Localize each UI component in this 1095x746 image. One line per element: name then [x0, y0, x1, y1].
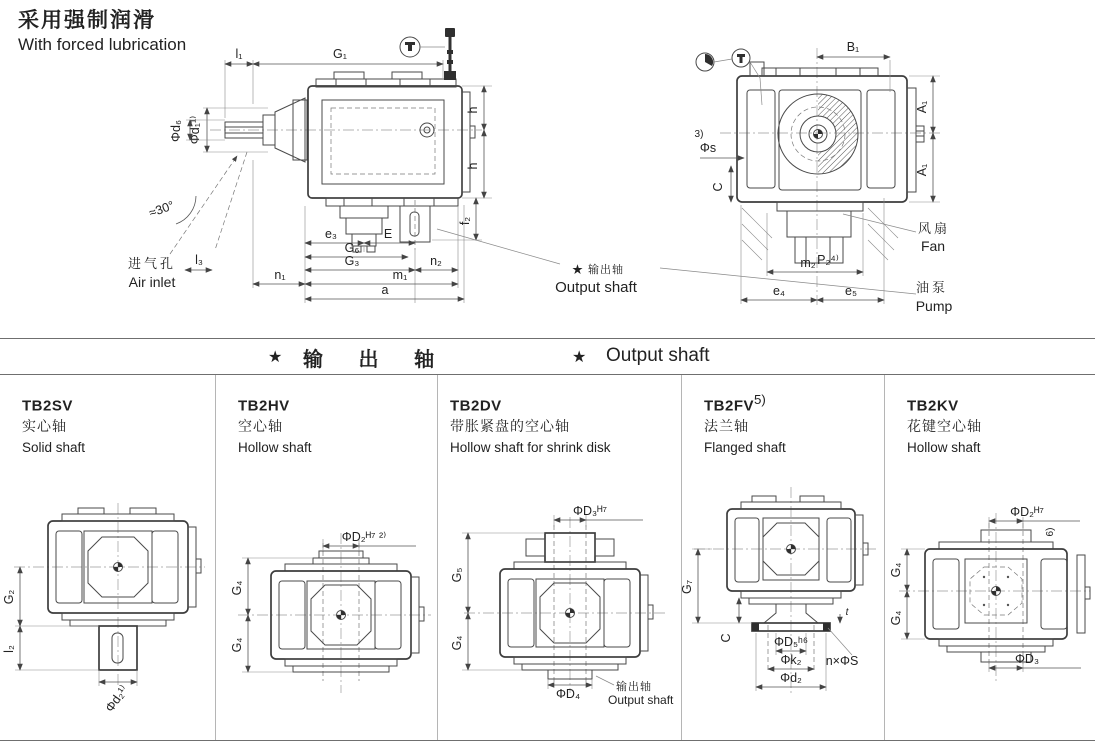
dim-C-flange: C	[719, 633, 733, 643]
dim-h-top: h	[466, 106, 480, 114]
dim-n-phi-s: n×ΦS	[825, 654, 859, 668]
panel-tb2fv-header	[704, 389, 786, 458]
variant-panels	[0, 375, 1095, 741]
dim-e5: e₅	[845, 284, 857, 298]
dim-phi-d2: Φd₂¹⁾	[102, 682, 131, 715]
dim-phi-D5: ΦD₅ʰ⁶	[774, 635, 808, 649]
title-cn: 采用强制润滑	[18, 9, 156, 32]
dim-phi-k2: Φk₂	[780, 653, 802, 667]
title-en: With forced lubrication	[18, 35, 187, 54]
dim-angle-30: ≈30°	[147, 198, 177, 221]
dim-phi-D4: ΦD₄	[555, 687, 581, 701]
dim-phi-d6: Φd₆	[169, 120, 183, 142]
dim-G4-top-spline: G₄	[889, 562, 903, 578]
panel-tb2sv-name-cn: 实心轴	[22, 418, 67, 435]
dim-phi-D3-spline: ΦD₃	[1014, 652, 1040, 666]
panel-tb2sv	[0, 375, 215, 740]
fan-en: Fan	[920, 238, 946, 254]
panel-tb2hv-name-en: Hollow shaft	[238, 440, 312, 456]
dim-phi-d1: Φd₁¹⁾	[188, 115, 202, 145]
band-star-left: ★	[268, 349, 283, 366]
panel-tb2dv-name-en: Hollow shaft for shrink disk	[450, 440, 611, 456]
dim-m1: m₁	[392, 268, 408, 282]
band-star-right: ★	[572, 349, 587, 366]
dim-G3: G₃	[344, 254, 360, 268]
callout-cn: ★ 输出轴	[571, 264, 625, 276]
dim-e3: e₃	[324, 227, 338, 241]
panel-tb2kv-header	[907, 389, 982, 458]
plug-symbols-front	[696, 49, 762, 105]
dim-G6: G₆	[344, 241, 360, 255]
dim-G1: G₁	[333, 47, 347, 61]
gear-housing-front	[737, 62, 924, 202]
dim-G7: G₇	[680, 579, 694, 595]
dim-phi-D3: ΦD₃ᴴ⁷	[573, 504, 607, 518]
air-inlet-cn: 进气孔	[127, 256, 177, 271]
fan-cn: 风扇	[917, 221, 951, 236]
dim-l1: l₁	[235, 47, 243, 61]
gear-housing-side	[308, 72, 475, 206]
panel-tb2sv-header	[22, 389, 85, 458]
panel-tb2fv-name-en: Flanged shaft	[704, 440, 786, 456]
panel-tb2hv-drawing	[216, 475, 438, 737]
panel-tb2sv-drawing	[0, 475, 215, 737]
dim-A1-top: A₁	[915, 100, 929, 114]
dim-n2: n₂	[430, 254, 442, 268]
breather-vent	[444, 28, 456, 80]
panel-tb2kv-drawing	[885, 475, 1095, 737]
dim-G4-top: G₄	[230, 580, 244, 596]
panel-tb2hv-header	[238, 389, 312, 458]
dim-l2: l₂	[2, 645, 16, 653]
footnote-6: 6)	[1045, 527, 1056, 537]
panel-tb2dv-name-cn: 带胀紧盘的空心轴	[450, 418, 570, 435]
dim-e4: e₄	[772, 284, 786, 298]
dim-G2: G₂	[2, 589, 16, 605]
panel-tb2sv-code: TB2SV	[22, 397, 73, 415]
air-inlet-en: Air inlet	[128, 274, 176, 290]
top-drawing	[0, 0, 1095, 337]
dim-n1: n₁	[274, 268, 286, 282]
plug-symbol-circle	[400, 37, 445, 57]
callout-en: Output shaft	[555, 279, 637, 296]
spline-shaft-top	[981, 530, 1031, 542]
pump-en: Pump	[915, 298, 953, 314]
panel-tb2hv-code: TB2HV	[238, 397, 290, 415]
output-shaft-band	[0, 338, 1095, 375]
band-title-en: Output shaft	[606, 345, 710, 366]
dim-G4-bot-spline: G₄	[889, 610, 903, 626]
pump-cn: 油泵	[915, 280, 949, 295]
panel-tb2kv-name-en: Hollow shaft	[907, 440, 981, 456]
panel-tb2kv-name-cn: 花键空心轴	[907, 418, 982, 435]
dim-l3: l₃	[195, 253, 203, 267]
dim-P2: P₂⁴⁾	[817, 253, 839, 267]
dim-phi-D2-spline: ΦD₂ᴴ⁷	[1010, 505, 1044, 519]
dim-A1-bot: A₁	[915, 163, 929, 177]
dim-phi-d2-flange: Φd₂	[780, 671, 802, 685]
band-title-cn: 输 出 轴	[303, 349, 450, 371]
dim-E: E	[383, 227, 393, 241]
panel-tb2fv-drawing	[682, 475, 885, 737]
panel-tb2dv-drawing	[438, 475, 682, 737]
panel-tb2dv-code: TB2DV	[450, 397, 502, 415]
panel-tb2fv-footnote: 5)	[754, 392, 766, 407]
dim-G4-bot: G₄	[230, 637, 244, 653]
side-view	[128, 28, 492, 303]
dim-t: t	[845, 607, 849, 618]
panel-tb2fv	[681, 375, 884, 740]
panel-tb2kv	[884, 375, 1095, 740]
dim-B1: B₁	[846, 40, 860, 54]
panel-tb2fv-code: TB2FV	[704, 397, 755, 415]
panel-tb2dv-callout-cn: 输出轴	[616, 681, 652, 693]
dim-f2: f₂	[458, 216, 472, 226]
dim-G5: G₅	[450, 567, 464, 583]
air-inlet-callout	[128, 152, 247, 290]
panel-tb2dv	[437, 375, 681, 740]
dim-h-bot: h	[466, 162, 480, 170]
panel-tb2sv-name-en: Solid shaft	[22, 440, 86, 456]
dim-phi-s: Φs	[699, 141, 717, 155]
note-3: 3)	[694, 129, 704, 140]
panel-tb2hv	[215, 375, 437, 740]
front-view	[660, 40, 952, 314]
dim-G4: G₄	[450, 635, 464, 651]
dim-phi-D2: ΦD₂ᴴ⁷ ²⁾	[341, 530, 387, 544]
output-shaft-callout	[437, 229, 638, 296]
dim-m2: m₂	[800, 256, 816, 270]
panel-tb2fv-name-cn: 法兰轴	[704, 418, 749, 435]
bearing-bore-circles	[778, 94, 858, 174]
dim-C: C	[711, 182, 725, 192]
panel-tb2dv-callout-en: Output shaft	[608, 693, 674, 707]
panel-tb2kv-code: TB2KV	[907, 397, 959, 415]
dim-a: a	[381, 283, 389, 297]
panel-tb2hv-name-cn: 空心轴	[238, 418, 283, 435]
panel-tb2dv-header	[450, 389, 611, 458]
